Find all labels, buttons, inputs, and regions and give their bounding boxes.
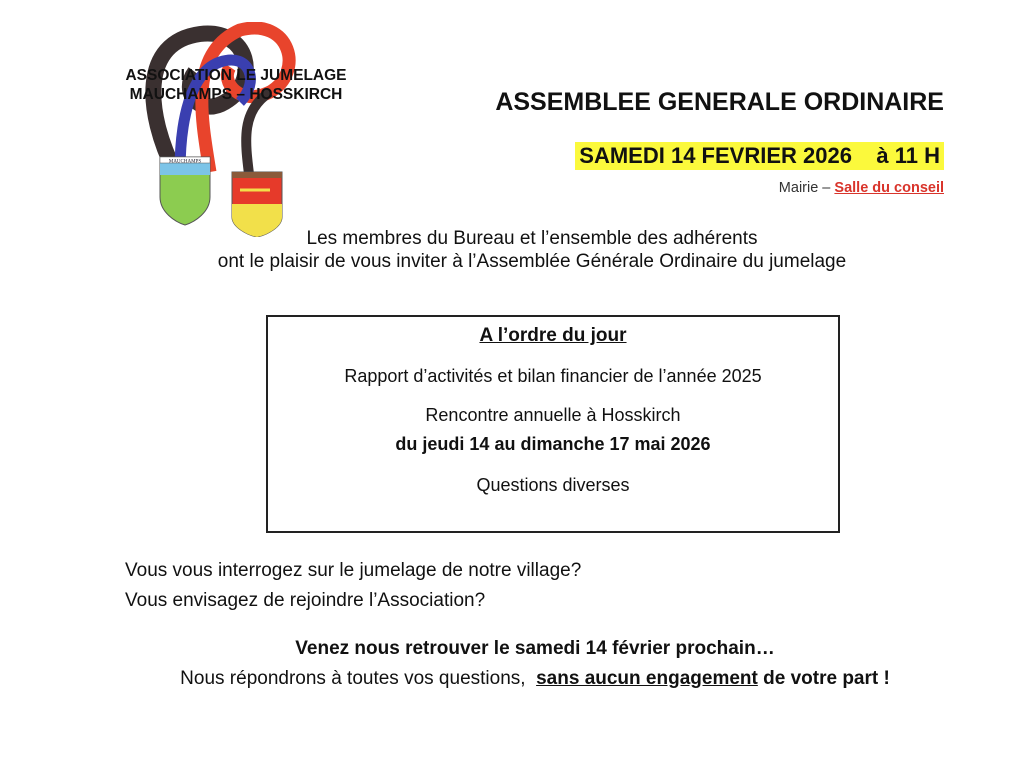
shield-label: MAUCHAMPS bbox=[168, 159, 202, 165]
intro-line2: ont le plaisir de vous inviter à l’Assemblée Générale Ordinaire du jumelage bbox=[217, 251, 847, 272]
cta-line1: Venez nous retrouver le samedi 14 février prochain… bbox=[295, 638, 775, 659]
question-line2: Vous envisagez de rejoindre l’Association? bbox=[125, 590, 486, 611]
association-name-line1: ASSOCIATION LE JUMELAGE bbox=[125, 67, 347, 84]
agenda-item: Rapport d’activités et bilan financier de l’année 2025 bbox=[344, 366, 762, 386]
event-location bbox=[779, 180, 944, 196]
location-room: Salle du conseil bbox=[834, 180, 944, 196]
invitation-text bbox=[0, 227, 1024, 273]
agenda-item: Questions diverses bbox=[476, 475, 630, 495]
cta-emphasis: sans aucun engagement bbox=[536, 668, 758, 689]
association-name bbox=[96, 66, 376, 104]
event-date: SAMEDI 14 FEVRIER 2026 à 11 H bbox=[575, 142, 944, 170]
association-logo bbox=[140, 22, 310, 237]
agenda-item-dates: du jeudi 14 au dimanche 17 mai 2026 bbox=[395, 434, 711, 454]
association-name-line2: MAUCHAMPS – HOSSKIRCH bbox=[129, 86, 343, 103]
questions-text bbox=[125, 556, 581, 616]
agenda-item: Rencontre annuelle à Hosskirch bbox=[425, 405, 681, 425]
agenda-heading: A l’ordre du jour bbox=[479, 325, 627, 346]
call-to-action bbox=[0, 634, 1024, 694]
cta-line2-end: de votre part ! bbox=[757, 668, 890, 689]
agenda-box bbox=[266, 315, 840, 533]
page-title: ASSEMBLEE GENERALE ORDINAIRE bbox=[495, 88, 944, 116]
cta-line2-text: Nous répondrons à toutes vos questions, bbox=[180, 668, 537, 689]
cta-line2 bbox=[0, 664, 1024, 694]
location-prefix: Mairie – bbox=[778, 180, 835, 196]
question-line1: Vous vous interrogez sur le jumelage de notre village? bbox=[125, 560, 582, 581]
intro-line1: Les membres du Bureau et l’ensemble des adhérents bbox=[306, 228, 758, 249]
